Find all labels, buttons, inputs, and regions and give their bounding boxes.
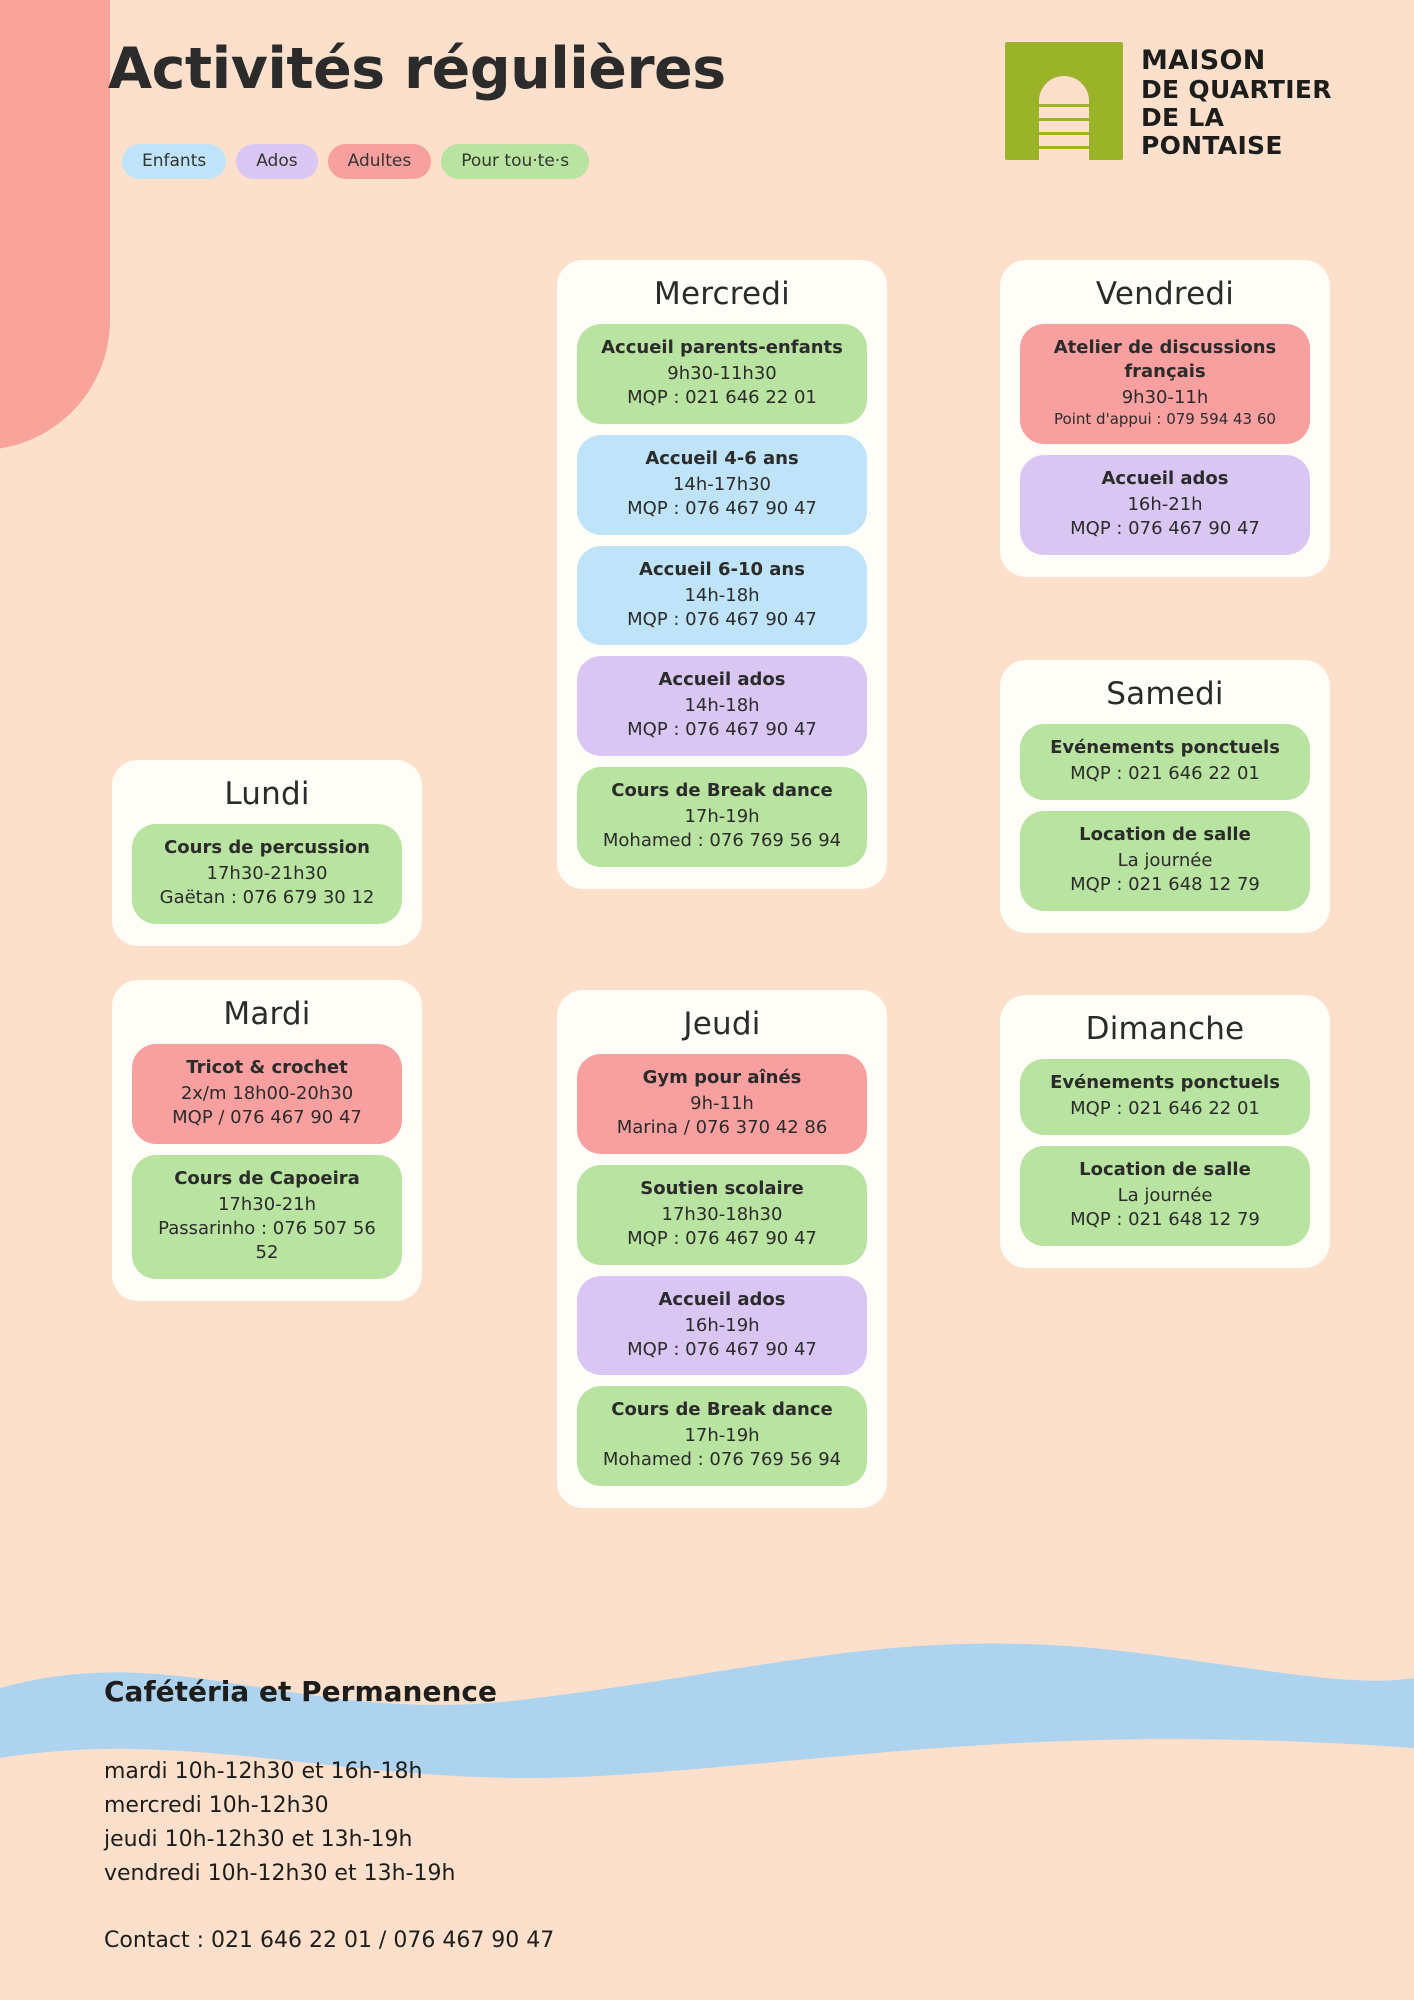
logo-text [1141,46,1332,160]
activity-name: Atelier de discussions français [1053,337,1277,382]
activity-detail: 17h30-21h30 [206,862,328,884]
activity-name: Accueil parents-enfants [601,337,843,358]
activity-detail: Passarinho : 076 507 56 52 [158,1217,376,1263]
page-title: Activités régulières [108,36,726,102]
activity-item [577,324,867,424]
activity-item [577,1386,867,1486]
activity-item [577,656,867,756]
activity-name: Accueil ados [658,669,786,691]
day-card-title: Lundi [224,776,310,812]
activity-detail: Marina / 076 370 42 86 [616,1116,828,1138]
footer-hours-line: mardi 10h-12h30 et 16h-18h [104,1759,423,1784]
logo-rung-icon [1039,146,1089,149]
activity-item [577,546,867,646]
activity-detail: MQP : 021 648 12 79 [1070,1208,1260,1230]
footer-hours-line: mercredi 10h-12h30 [104,1793,329,1819]
day-card-samedi [1000,660,1330,933]
activity-detail: MQP : 076 467 90 47 [627,1227,817,1249]
activity-detail: 9h-11h [690,1092,754,1114]
activity-item [1020,455,1310,555]
activity-detail: MQP : 076 467 90 47 [627,497,817,519]
activity-detail: MQP : 076 467 90 47 [1070,517,1260,539]
activity-name: Accueil 6-10 ans [639,558,805,580]
footer-hours [104,1755,455,1891]
logo-line-4: PONTAISE [1141,131,1283,161]
logo-line-1: MAISON [1141,45,1266,76]
activity-item [1020,1146,1310,1246]
activity-item [577,767,867,867]
activity-item [577,1165,867,1265]
activity-detail: MQP : 021 648 12 79 [1070,873,1260,895]
logo-line-2: DE QUARTIER [1141,75,1332,105]
activity-detail: 9h30-11h30 [667,362,777,384]
activity-name: Accueil 4-6 ans [645,447,799,469]
logo [1005,42,1332,160]
activity-detail: 14h-18h [684,584,760,606]
activity-detail: MQP : 076 467 90 47 [627,1338,817,1360]
day-card-title: Vendredi [1095,276,1235,312]
activity-item [1020,724,1310,800]
footer-contact: Contact : 021 646 22 01 / 076 467 90 47 [104,1928,555,1953]
day-card-title: Samedi [1106,676,1224,712]
footer-hours-line: vendredi 10h-12h30 et 13h-19h [104,1861,456,1887]
activity-name: Cours de Break dance [611,1399,833,1421]
activity-name: Tricot & crochet [186,1057,348,1078]
activity-detail: 2x/m 18h00-20h30 [180,1082,354,1104]
activity-item [132,1044,402,1144]
day-card-lundi [112,760,422,946]
activity-detail: 17h30-18h30 [661,1203,783,1225]
activity-detail: 17h30-21h [217,1193,317,1215]
activity-name: Cours de percussion [164,837,370,858]
day-card-mardi [112,980,422,1301]
activity-detail: 9h30-11h [1121,386,1209,408]
legend-pill-ados: Ados [236,144,317,179]
legend-pill-adultes: Adultes [328,144,432,179]
logo-rung-icon [1039,118,1089,121]
activity-detail: Mohamed : 076 769 56 94 [602,1449,842,1471]
day-card-title: Mercredi [654,276,790,312]
footer-title: Cafétéria et Permanence [104,1675,497,1708]
activity-name: Location de salle [1079,1158,1251,1180]
activity-name: Evénements ponctuels [1050,1072,1280,1093]
activity-detail: MQP : 021 646 22 01 [1070,1097,1260,1119]
legend [122,144,589,179]
activity-detail: Point d'appui : 079 594 43 60 [1054,409,1276,428]
activity-detail: La journée [1117,849,1213,871]
logo-house-icon [1005,42,1123,160]
activity-detail: 17h-19h [684,1425,760,1447]
activity-item [1020,324,1310,444]
activity-detail: MQP : 021 646 22 01 [627,386,817,408]
day-card-jeudi [557,990,887,1508]
activity-detail: MQP : 021 646 22 01 [1070,762,1260,784]
activity-item [577,435,867,535]
activity-detail: MQP / 076 467 90 47 [172,1106,362,1128]
day-card-title: Jeudi [683,1006,761,1042]
day-card-title: Mardi [223,996,311,1032]
logo-line-3: DE LA [1141,103,1225,133]
activity-item [1020,811,1310,911]
activity-detail: Gaëtan : 076 679 30 12 [159,886,375,908]
activity-name: Accueil ados [1101,467,1229,489]
footer-hours-line: jeudi 10h-12h30 et 13h-19h [104,1827,413,1853]
activity-detail: La journée [1117,1184,1213,1206]
day-card-title: Dimanche [1085,1011,1245,1047]
activity-detail: MQP : 076 467 90 47 [627,719,817,741]
legend-pill-enfants: Enfants [122,144,226,179]
day-card-dimanche [1000,995,1330,1268]
activity-detail: MQP : 076 467 90 47 [627,608,817,630]
activity-name: Location de salle [1079,823,1251,845]
decorative-blob [0,0,110,450]
activity-detail: 14h-18h [684,695,760,717]
activity-detail: Mohamed : 076 769 56 94 [602,830,842,852]
logo-rung-icon [1039,132,1089,135]
legend-pill-pour-tou-te-s: Pour tou·te·s [441,144,589,179]
activity-name: Accueil ados [658,1288,786,1310]
activity-name: Gym pour aînés [642,1067,802,1088]
activity-detail: 16h-21h [1127,493,1203,515]
activity-item [577,1276,867,1376]
activity-detail: 17h-19h [684,806,760,828]
day-card-vendredi [1000,260,1330,577]
logo-rung-icon [1039,104,1089,107]
activity-detail: 16h-19h [684,1314,760,1336]
activity-name: Evénements ponctuels [1050,737,1280,758]
activity-item [132,824,402,924]
activity-name: Soutien scolaire [640,1177,804,1199]
activity-name: Cours de Break dance [611,780,833,802]
activity-detail: 14h-17h30 [672,473,772,495]
activity-item [132,1155,402,1279]
activity-name: Cours de Capoeira [174,1167,360,1189]
day-card-mercredi [557,260,887,889]
activity-item [577,1054,867,1154]
activity-item [1020,1059,1310,1135]
